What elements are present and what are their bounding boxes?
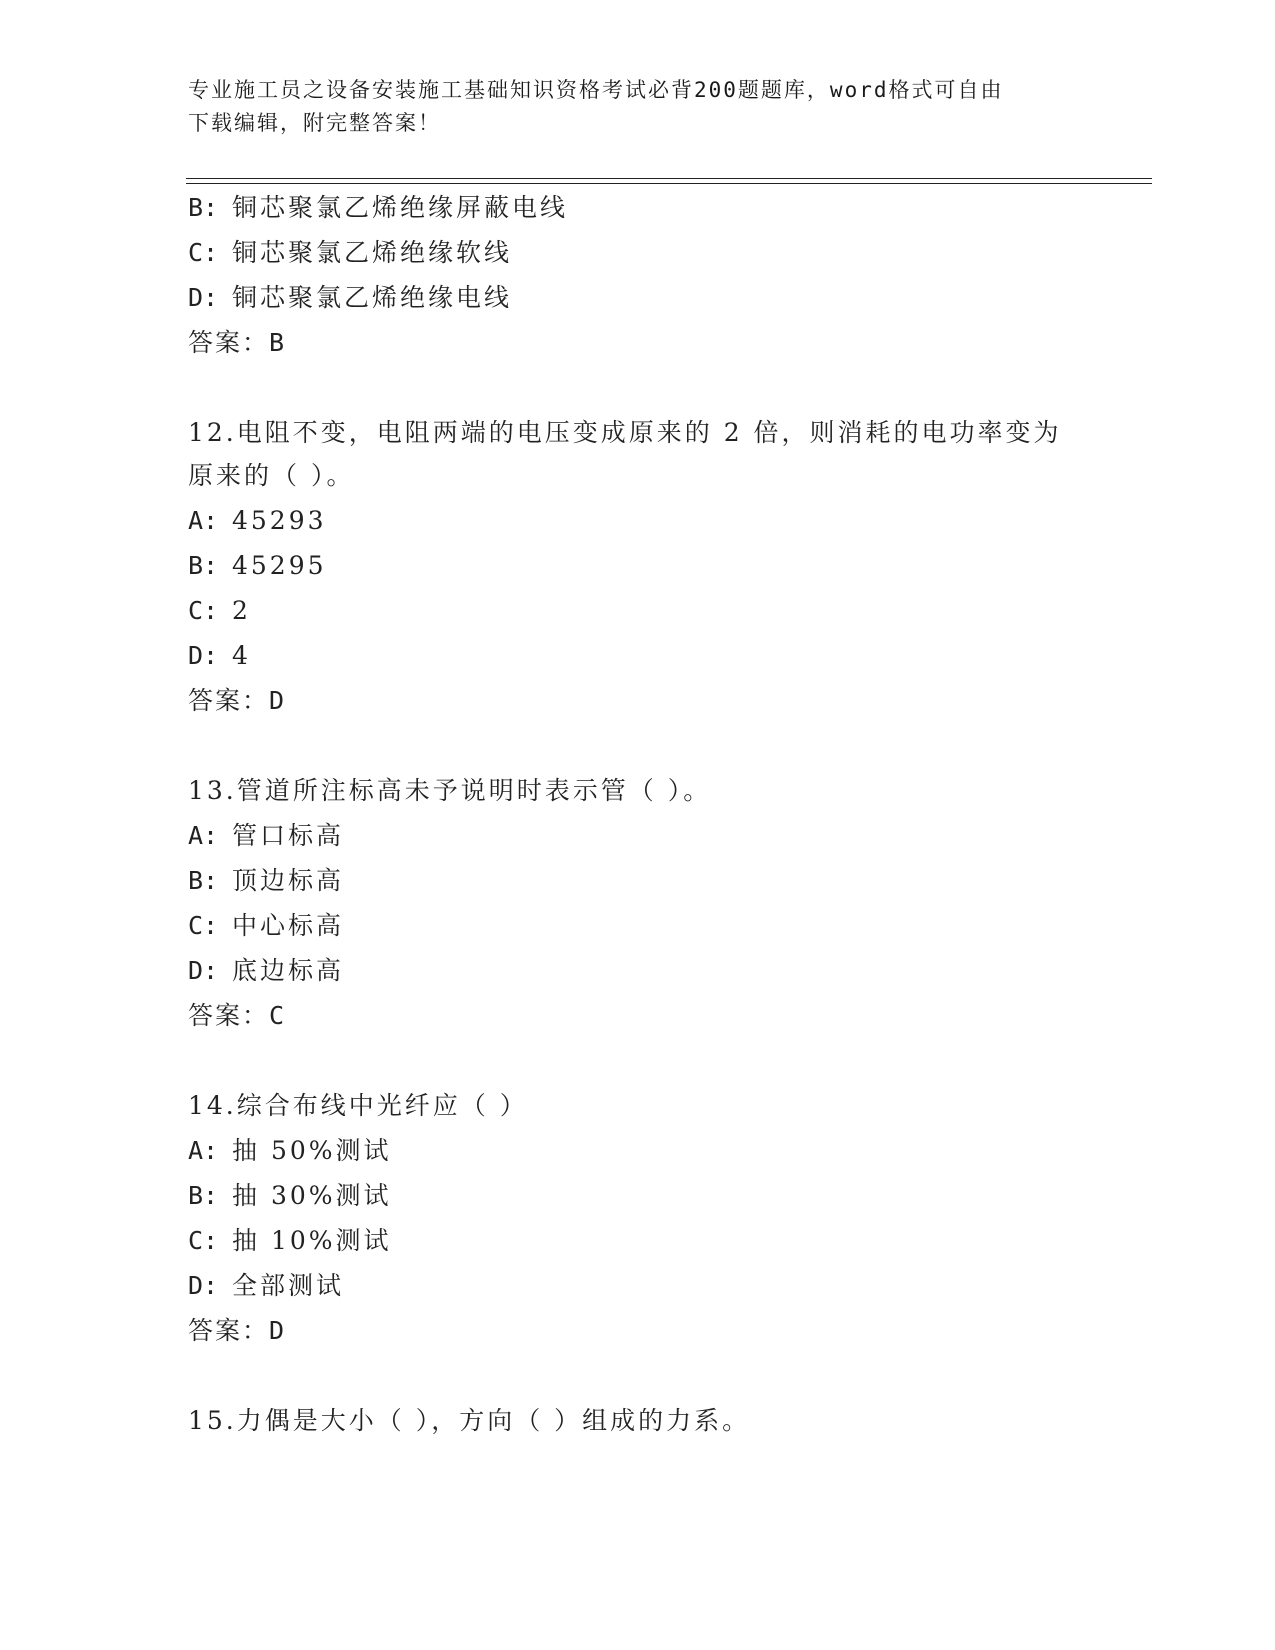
answer-label: 答案： (188, 1316, 270, 1345)
option-d (188, 641, 251, 671)
option-c (188, 1226, 392, 1256)
option-key: C: (188, 911, 219, 940)
option-b (188, 193, 568, 223)
answer-label: 答案： (188, 686, 270, 715)
option-key: D: (188, 1271, 219, 1300)
option-key: A: (188, 821, 219, 850)
header-line-2: 下载编辑，附完整答案！ (188, 111, 441, 135)
option-text: 铜芯聚氯乙烯绝缘软线 (232, 238, 513, 267)
option-text: 抽 50%测试 (232, 1136, 392, 1165)
answer-value: C (269, 1001, 287, 1030)
option-a (188, 506, 327, 536)
option-text: 45293 (232, 506, 327, 535)
option-text: 全部测试 (232, 1271, 345, 1300)
answer-line (188, 328, 286, 358)
option-text: 抽 10%测试 (232, 1226, 392, 1255)
header-divider-top (186, 178, 1152, 179)
option-text: 中心标高 (232, 911, 345, 940)
question-13-stem: 13.管道所注标高未予说明时表示管（ ）。 (188, 776, 712, 805)
option-c (188, 238, 512, 268)
header-divider-bottom (186, 183, 1152, 184)
answer-line (188, 1001, 286, 1031)
option-key: C: (188, 1226, 219, 1255)
option-a (188, 1136, 392, 1166)
option-text: 底边标高 (232, 956, 345, 985)
answer-label: 答案： (188, 1001, 270, 1030)
option-key: B: (188, 1181, 219, 1210)
option-text: 管口标高 (232, 821, 345, 850)
option-key: B: (188, 193, 219, 222)
answer-value: D (269, 1316, 287, 1345)
answer-value: B (269, 328, 287, 357)
option-b (188, 551, 327, 581)
answer-line (188, 1316, 286, 1346)
option-text: 顶边标高 (232, 866, 345, 895)
option-text: 铜芯聚氯乙烯绝缘电线 (232, 283, 513, 312)
option-key: D: (188, 283, 219, 312)
option-key: C: (188, 596, 219, 625)
question-15-stem: 15.力偶是大小（ ），方向（ ）组成的力系。 (188, 1406, 751, 1435)
option-key: B: (188, 866, 219, 895)
option-d (188, 956, 344, 986)
header-line-1: 专业施工员之设备安装施工基础知识资格考试必背200题题库，word格式可自由 (188, 78, 1004, 102)
question-12-stem-line-1: 12.电阻不变，电阻两端的电压变成原来的 2 倍，则消耗的电功率变为 (188, 418, 1062, 447)
option-key: A: (188, 506, 219, 535)
answer-label: 答案： (188, 328, 270, 357)
option-a (188, 821, 344, 851)
option-text: 4 (232, 641, 251, 670)
question-14-stem: 14.综合布线中光纤应（ ） (188, 1091, 528, 1120)
option-text: 抽 30%测试 (232, 1181, 392, 1210)
option-d (188, 1271, 344, 1301)
option-text: 铜芯聚氯乙烯绝缘屏蔽电线 (232, 193, 569, 222)
document-header (188, 74, 1068, 140)
option-text: 2 (232, 596, 251, 625)
option-b (188, 866, 344, 896)
option-key: C: (188, 238, 219, 267)
question-12-stem-line-2: 原来的（ ）。 (188, 461, 355, 490)
option-b (188, 1181, 392, 1211)
option-c (188, 911, 344, 941)
option-key: D: (188, 956, 219, 985)
option-text: 45295 (232, 551, 327, 580)
option-key: D: (188, 641, 219, 670)
option-key: A: (188, 1136, 219, 1165)
option-c (188, 596, 251, 626)
option-key: B: (188, 551, 219, 580)
option-d (188, 283, 512, 313)
answer-line (188, 686, 286, 716)
answer-value: D (269, 686, 287, 715)
